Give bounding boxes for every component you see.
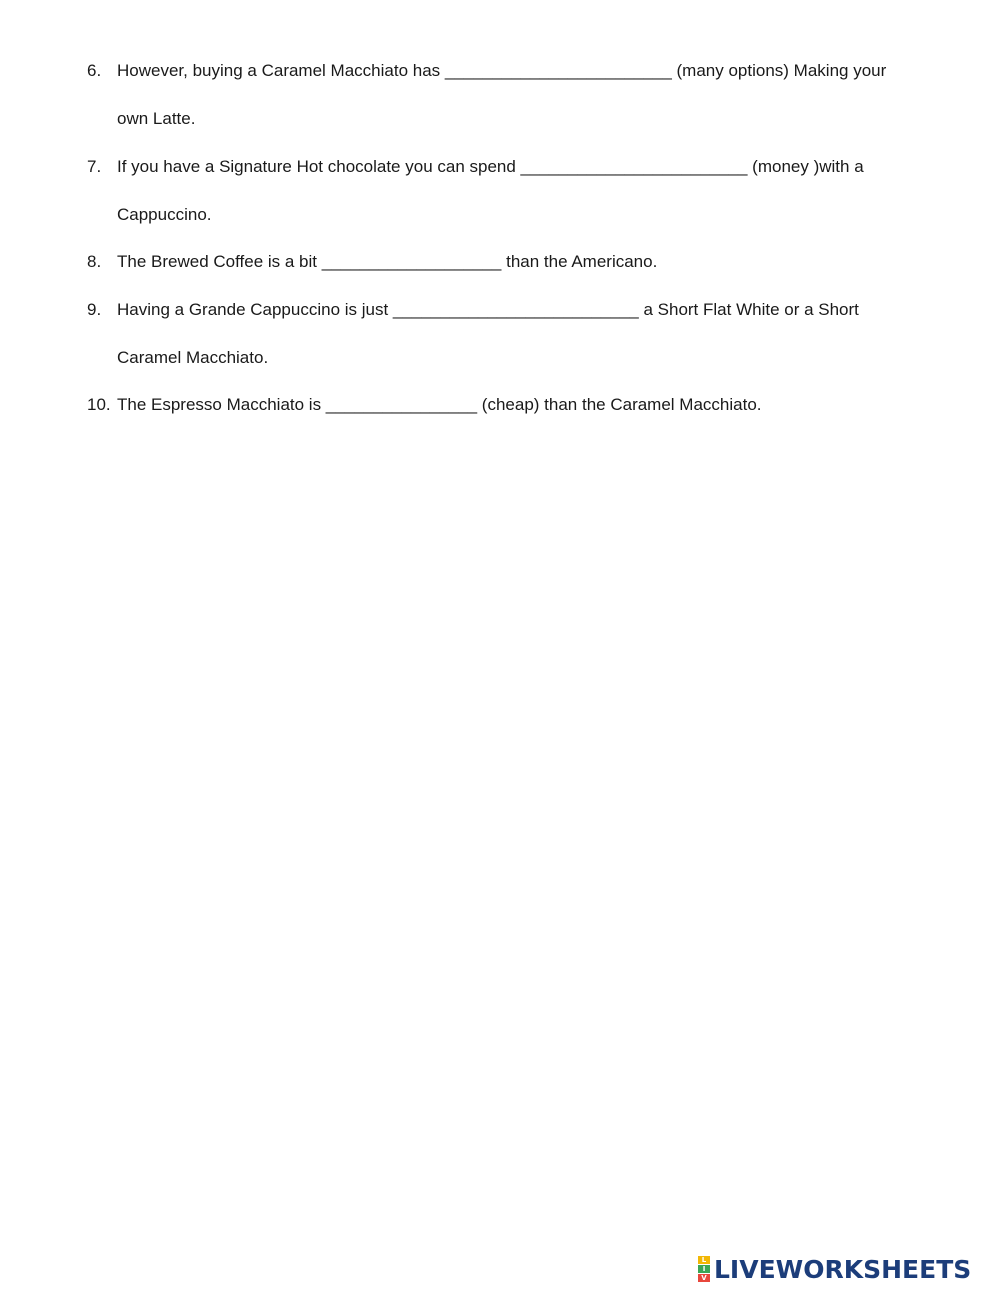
logo-square-l: L xyxy=(698,1256,710,1264)
question-text: Having a Grande Cappuccino is just __________________________ a Short Flat White or a Short xyxy=(117,300,859,319)
logo-text: LIVEWORKSHEETS xyxy=(714,1254,972,1284)
question-number: 9. xyxy=(87,300,102,319)
logo-square-v: V xyxy=(698,1274,710,1282)
question-10 xyxy=(87,381,937,429)
question-7 xyxy=(87,143,937,239)
question-9 xyxy=(87,286,937,382)
logo-squares-icon xyxy=(698,1256,710,1282)
question-number: 6. xyxy=(87,61,102,80)
question-text: The Espresso Macchiato is ________________ (cheap) than the Caramel Macchiato. xyxy=(117,395,762,414)
question-number: 7. xyxy=(87,157,102,176)
question-text-continued: own Latte. xyxy=(117,109,196,128)
question-number: 8. xyxy=(87,252,102,271)
question-number: 10. xyxy=(87,395,111,414)
question-text: However, buying a Caramel Macchiato has ________________________ (many options) Making your xyxy=(117,61,887,80)
question-text: The Brewed Coffee is a bit ___________________ than the Americano. xyxy=(117,252,658,271)
question-text: If you have a Signature Hot chocolate you can spend ________________________ (money )with a xyxy=(117,157,864,176)
question-text-continued: Cappuccino. xyxy=(117,205,212,224)
question-text-continued: Caramel Macchiato. xyxy=(117,348,269,367)
liveworksheets-logo xyxy=(698,1254,971,1284)
logo-square-i: I xyxy=(698,1265,710,1273)
question-6 xyxy=(87,47,937,143)
question-8 xyxy=(87,238,937,286)
